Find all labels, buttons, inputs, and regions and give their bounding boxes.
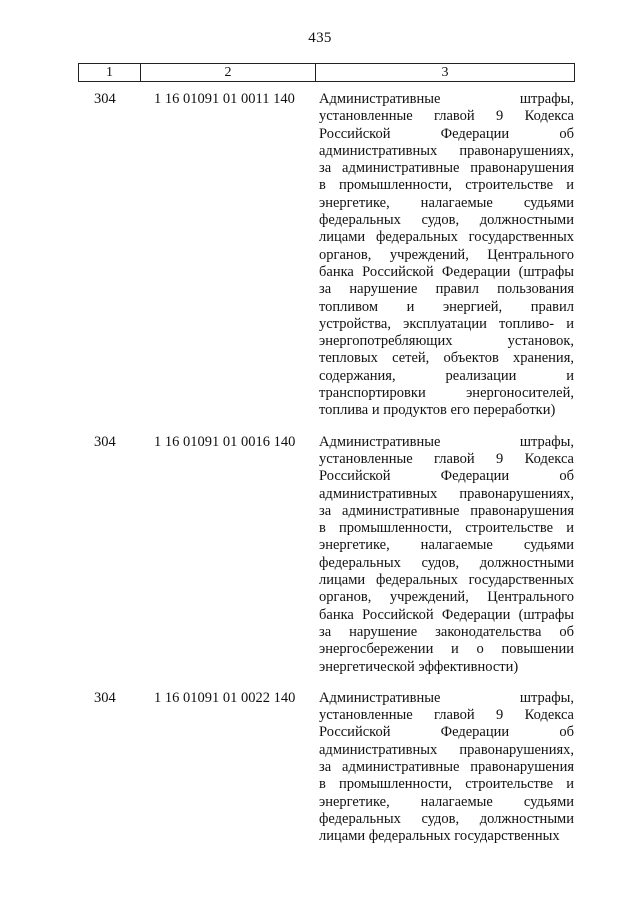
description-line: за нарушение законодательства об: [319, 623, 574, 640]
description-line: энергетике, налагаемые судьями: [319, 194, 574, 211]
description-line: федеральных судов, должностными: [319, 554, 574, 571]
kbk-code-cell: 1 16 01091 01 0022 140: [154, 689, 296, 706]
description-line: Административные штрафы,: [319, 91, 574, 107]
description-line: тепловых сетей, объектов хранения,: [319, 350, 574, 367]
admin-code-cell: 304: [94, 433, 116, 450]
description-line: содержания, реализации и: [319, 367, 574, 384]
description-line: устройства, эксплуатации топливо- и: [319, 315, 574, 332]
description-line: банка Российской Федерации (штрафы: [319, 263, 574, 280]
description-line: за административные правонарушения: [319, 502, 574, 519]
income-name-cell: [315, 690, 575, 846]
description-line: транспортировки энергоносителей,: [319, 385, 574, 402]
description-line: за административные правонарушения: [319, 758, 574, 775]
description-line: в промышленности, строительстве и: [319, 520, 574, 537]
description-line: установленные главой 9 Кодекса: [319, 707, 574, 724]
description-line: лицами федеральных государственных: [319, 229, 574, 246]
description-line: в промышленности, строительстве и: [319, 776, 574, 793]
kbk-code-cell: 1 16 01091 01 0016 140: [154, 433, 296, 450]
description-line: федеральных судов, должностными: [319, 212, 574, 229]
description-line: лицами федеральных государственных: [319, 572, 574, 589]
description-line: топлива и продуктов его переработки): [319, 402, 556, 419]
description-line: лицами федеральных государственных: [319, 828, 560, 845]
header-col-2: 2: [141, 64, 316, 81]
header-col-1: 1: [79, 64, 141, 81]
description-line: установленные главой 9 Кодекса: [319, 450, 574, 467]
description-line: в промышленности, строительстве и: [319, 177, 574, 194]
description-line: Российской Федерации об: [319, 125, 574, 142]
table-header: [78, 63, 575, 82]
description-line: административных правонарушениях,: [319, 485, 574, 502]
table-row: [78, 434, 575, 676]
description-line: административных правонарушениях,: [319, 741, 574, 758]
description-line: органов, учреждений, Центрального: [319, 246, 574, 263]
description-line: топливом и энергией, правил: [319, 298, 574, 315]
description-line: энергопотребляющих установок,: [319, 333, 574, 350]
table-row: [78, 690, 575, 846]
page-number: 435: [308, 30, 332, 46]
header-col-3: 3: [441, 65, 449, 80]
table-row: [78, 91, 575, 420]
description-line: энергетической эффективности): [319, 658, 519, 675]
kbk-code-cell: 1 16 01091 01 0011 140: [154, 91, 295, 107]
kbk-table: [78, 63, 575, 845]
description-line: за административные правонарушения: [319, 160, 574, 177]
income-name-cell: [315, 91, 575, 420]
income-name-cell: [315, 434, 575, 676]
description-line: органов, учреждений, Центрального: [319, 589, 574, 606]
description-line: федеральных судов, должностными: [319, 810, 574, 827]
description-line: установленные главой 9 Кодекса: [319, 108, 574, 125]
description-line: Российской Федерации об: [319, 468, 574, 485]
description-line: Административные штрафы,: [319, 433, 574, 450]
description-line: за нарушение правил пользования: [319, 281, 574, 298]
description-line: энергетике, налагаемые судьями: [319, 537, 574, 554]
admin-code-cell: 304: [94, 689, 116, 706]
description-line: Административные штрафы,: [319, 689, 574, 706]
description-line: административных правонарушениях,: [319, 142, 574, 159]
description-line: банка Российской Федерации (штрафы: [319, 606, 574, 623]
admin-code-cell: 304: [94, 91, 116, 107]
description-line: энергетике, налагаемые судьями: [319, 793, 574, 810]
description-line: энергосбережении и о повышении: [319, 641, 574, 658]
description-line: Российской Федерации об: [319, 724, 574, 741]
